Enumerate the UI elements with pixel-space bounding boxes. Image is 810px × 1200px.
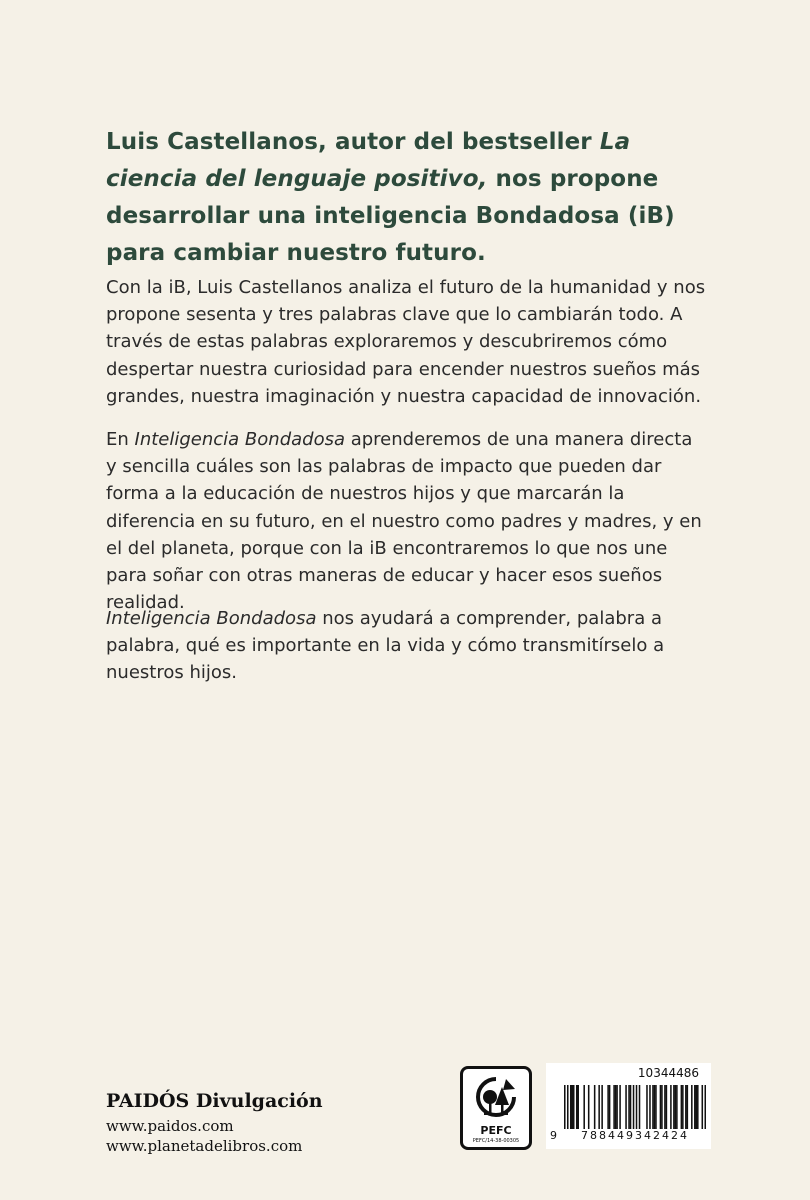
barcode-bar: [673, 1085, 675, 1129]
barcode-bar: [594, 1085, 596, 1129]
synopsis-paragraph-1: Con la iB, Luis Castellanos analiza el futuro de la humanidad y nos propone sesenta y tres palabras clave que lo cambiarán todo. A través de estas palabras exploraremos y descubriremos cómo despertar nuestra curiosidad para encender nuestros sueños más grandes, nuestra imaginación y nuestra capacidad de innovación.: [106, 277, 706, 407]
barcode-bar: [661, 1085, 663, 1129]
pefc-license-code: PEFC/14-38-00305: [472, 1138, 520, 1144]
synopsis-paragraph-2: [106, 426, 706, 616]
synopsis-paragraph-3: [106, 605, 706, 687]
barcode-bar: [694, 1085, 696, 1129]
barcode-bar: [654, 1085, 656, 1129]
barcode-bar: [697, 1085, 699, 1129]
barcode-bar: [619, 1085, 621, 1129]
paragraph-3-text: nos ayudará a comprender, palabra a palabra, qué es importante en la vida y cómo transmitírselo a nuestros hijos.: [106, 608, 665, 684]
barcode-bar: [628, 1085, 630, 1129]
barcode-bar: [601, 1085, 603, 1129]
barcode-bar: [681, 1085, 683, 1129]
barcode-bar: [664, 1085, 666, 1129]
pefc-certification-badge: [460, 1066, 532, 1150]
paragraph-2-text: aprenderemos de una manera directa y sencilla cuáles son las palabras de impacto que pueden dar forma a la educación de nuestros hijos y que marcarán la diferencia en su futuro, en el nuestro como padres y madres, y en el del planeta, porque con la iB encontraremos lo que nos une para soñar con otras maneras de educar y hacer esos sueños realidad.: [106, 429, 702, 614]
barcode-bar: [625, 1085, 627, 1129]
barcode-bar: [705, 1085, 706, 1135]
barcode-bar: [636, 1085, 638, 1135]
product-code: 10344486: [637, 1066, 699, 1080]
publisher-url-paidos: www.paidos.com: [106, 1117, 234, 1135]
isbn-barcode: [546, 1063, 711, 1149]
barcode-bar: [702, 1085, 704, 1135]
barcode-bar: [583, 1085, 585, 1129]
barcode-bar: [691, 1085, 693, 1129]
barcode-bar: [685, 1085, 687, 1129]
publisher-imprint: PAIDÓS Divulgación: [106, 1090, 323, 1112]
barcode-bar: [696, 1085, 698, 1129]
barcode-bar: [666, 1085, 668, 1129]
headline-intro: Luis Castellanos, autor del bestseller: [106, 129, 600, 155]
barcode-bar: [660, 1085, 662, 1129]
barcode-bar: [576, 1085, 578, 1129]
headline-book-title: La ciencia del lenguaje positivo,: [106, 129, 631, 192]
barcode-bar: [616, 1085, 618, 1129]
publisher-url-planeta: www.planetadelibros.com: [106, 1137, 303, 1155]
barcode-bar: [577, 1085, 579, 1129]
barcode-bar: [682, 1085, 684, 1129]
barcode-bar: [646, 1085, 648, 1129]
barcode-first-digit: 9: [550, 1129, 557, 1142]
barcode-bar: [598, 1085, 600, 1129]
barcode-bar: [570, 1085, 572, 1129]
barcode-bar: [633, 1085, 635, 1135]
barcode-bar: [588, 1085, 590, 1129]
barcode-bar: [607, 1085, 609, 1129]
barcode-bar: [573, 1085, 575, 1129]
barcode-bar: [649, 1085, 651, 1129]
barcode-bar: [676, 1085, 678, 1129]
barcode-bar: [655, 1085, 657, 1129]
barcode-bar: [615, 1085, 617, 1129]
barcode-bar: [675, 1085, 677, 1129]
barcode-bar: [609, 1085, 611, 1129]
headline-rest: nos propone desarrollar una inteligencia Bondadosa (iB) para cambiar nuestro futuro.: [106, 166, 675, 266]
paragraph-2-book-title: Inteligencia Bondadosa: [134, 429, 345, 450]
paragraph-3-book-title: Inteligencia Bondadosa: [106, 608, 317, 629]
headline: [106, 124, 706, 272]
barcode-bar: [613, 1085, 615, 1129]
barcode-bar: [652, 1085, 654, 1129]
barcode-bar: [567, 1085, 569, 1135]
barcode-bar: [564, 1085, 566, 1135]
barcode-digits: 788449342424: [564, 1129, 706, 1142]
barcode-bar: [639, 1085, 641, 1129]
barcode-bar: [687, 1085, 689, 1129]
pefc-trees-logo-icon: [476, 1077, 516, 1121]
pefc-label: PEFC: [480, 1124, 512, 1137]
paragraph-2-prefix: En: [106, 429, 135, 450]
barcode-bar: [630, 1085, 632, 1129]
barcode-bar: [571, 1085, 573, 1129]
barcode-bar: [670, 1085, 672, 1129]
